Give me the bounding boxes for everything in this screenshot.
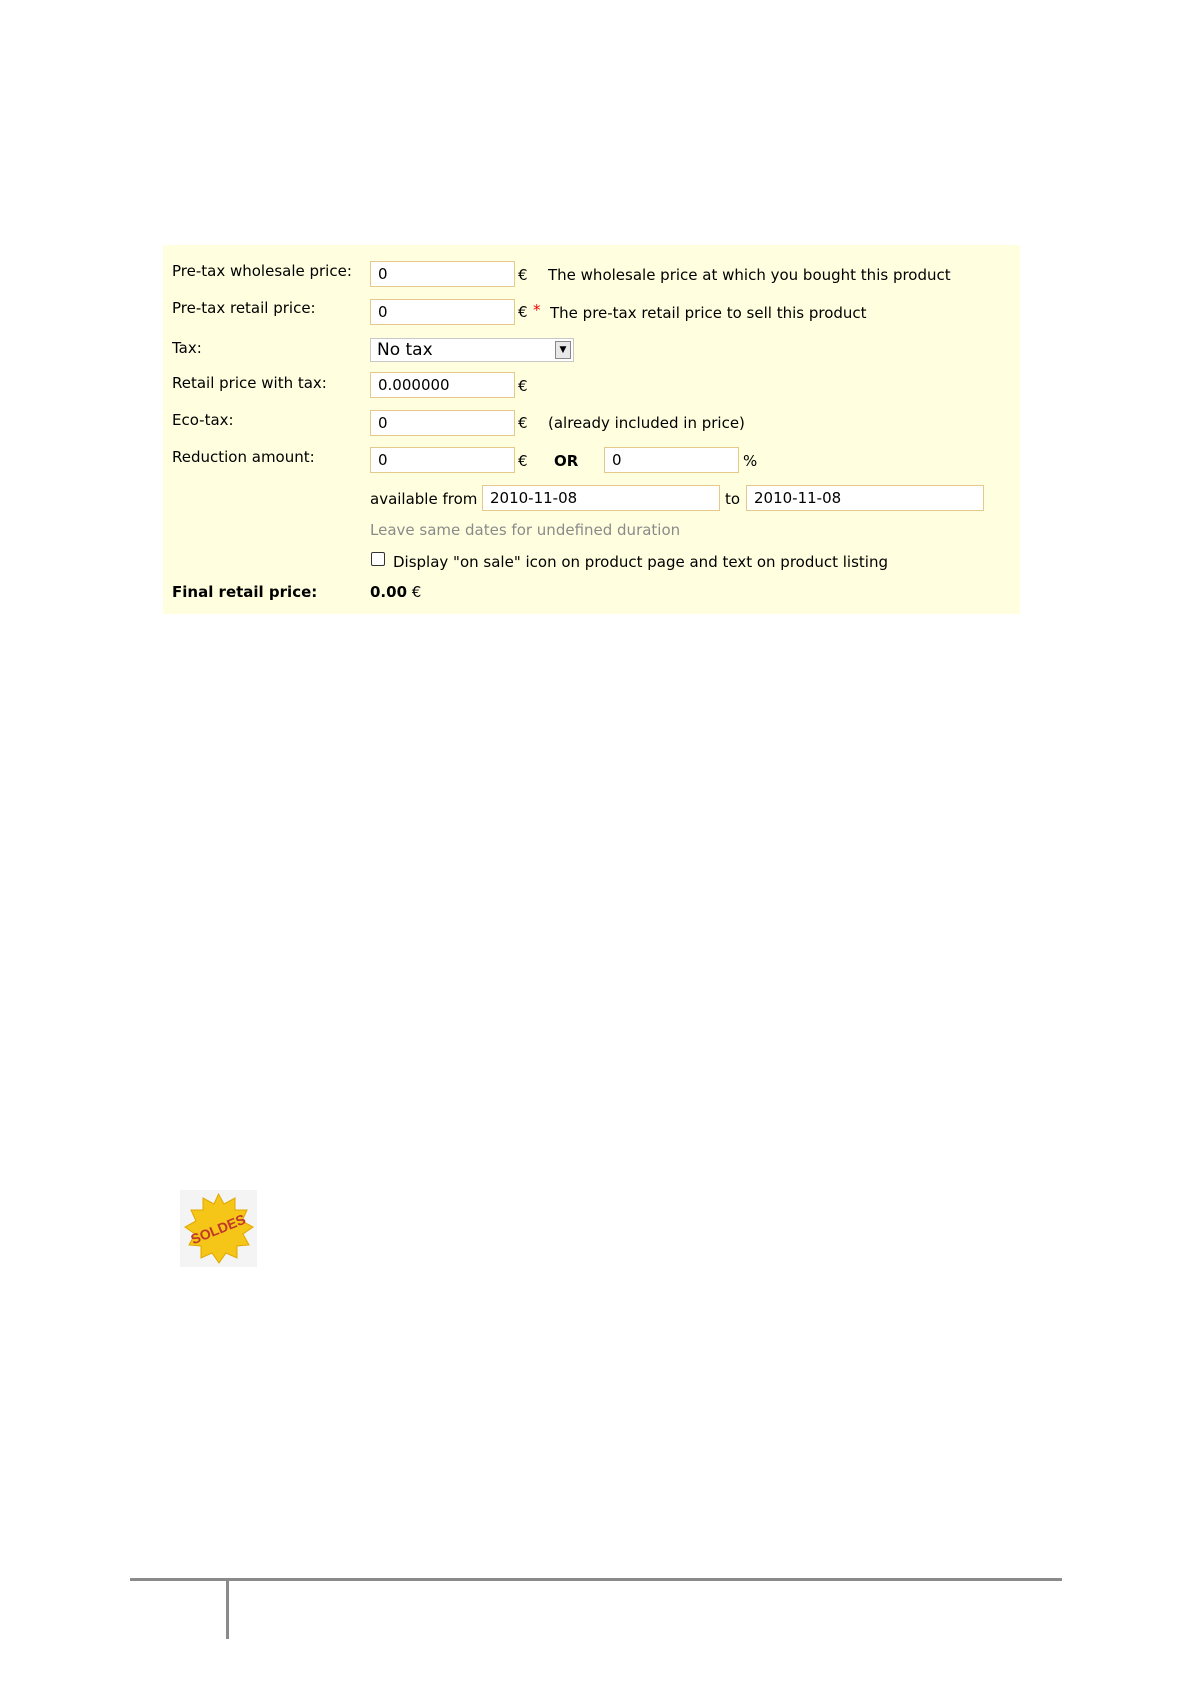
final-price-currency: € xyxy=(411,583,422,601)
reduction-amount-input[interactable]: 0 xyxy=(370,447,515,473)
date-to-input[interactable]: 2010-11-08 xyxy=(746,485,984,511)
wholesale-price-input[interactable]: 0 xyxy=(370,261,515,287)
final-price-label: Final retail price: xyxy=(172,583,318,601)
retail-hint: The pre-tax retail price to sell this product xyxy=(550,304,867,322)
required-marker: * xyxy=(533,301,541,319)
wholesale-hint: The wholesale price at which you bought this product xyxy=(548,266,951,284)
on-sale-checkbox[interactable] xyxy=(371,552,385,566)
retail-with-tax-input[interactable]: 0.000000 xyxy=(370,372,515,398)
wholesale-currency: € xyxy=(518,266,528,284)
dates-hint: Leave same dates for undefined duration xyxy=(370,521,681,539)
ecotax-label: Eco-tax: xyxy=(172,411,234,429)
tax-select[interactable] xyxy=(370,338,574,362)
final-price xyxy=(370,583,421,601)
reduction-label: Reduction amount: xyxy=(172,448,315,466)
chevron-down-icon[interactable]: ▼ xyxy=(555,341,571,359)
retail-price-input[interactable]: 0 xyxy=(370,299,515,325)
sale-badge-icon xyxy=(180,1190,257,1267)
or-label: OR xyxy=(554,452,579,470)
sale-starburst-icon xyxy=(180,1190,257,1267)
on-sale-label: Display "on sale" icon on product page and text on product listing xyxy=(393,553,888,571)
to-label: to xyxy=(725,490,741,508)
ecotax-hint: (already included in price) xyxy=(548,414,745,432)
retail-with-tax-currency: € xyxy=(518,377,528,395)
footer-divider xyxy=(130,1578,1062,1581)
reduction-currency: € xyxy=(518,452,528,470)
tax-label: Tax: xyxy=(172,339,202,357)
retail-price-label: Pre-tax retail price: xyxy=(172,299,316,317)
date-from-input[interactable]: 2010-11-08 xyxy=(482,485,720,511)
footer-vertical-divider xyxy=(226,1579,229,1639)
final-price-value: 0.00 xyxy=(370,583,408,601)
reduction-percent-input[interactable]: 0 xyxy=(604,447,739,473)
retail-with-tax-label: Retail price with tax: xyxy=(172,374,327,392)
available-from-label: available from xyxy=(370,490,478,508)
percent-sign: % xyxy=(743,452,758,470)
tax-select-value: No tax xyxy=(377,340,433,360)
ecotax-currency: € xyxy=(518,414,528,432)
sale-badge-text: SOLDES xyxy=(188,1210,248,1248)
wholesale-price-label: Pre-tax wholesale price: xyxy=(172,262,352,280)
retail-currency: € xyxy=(518,303,528,321)
ecotax-input[interactable]: 0 xyxy=(370,410,515,436)
